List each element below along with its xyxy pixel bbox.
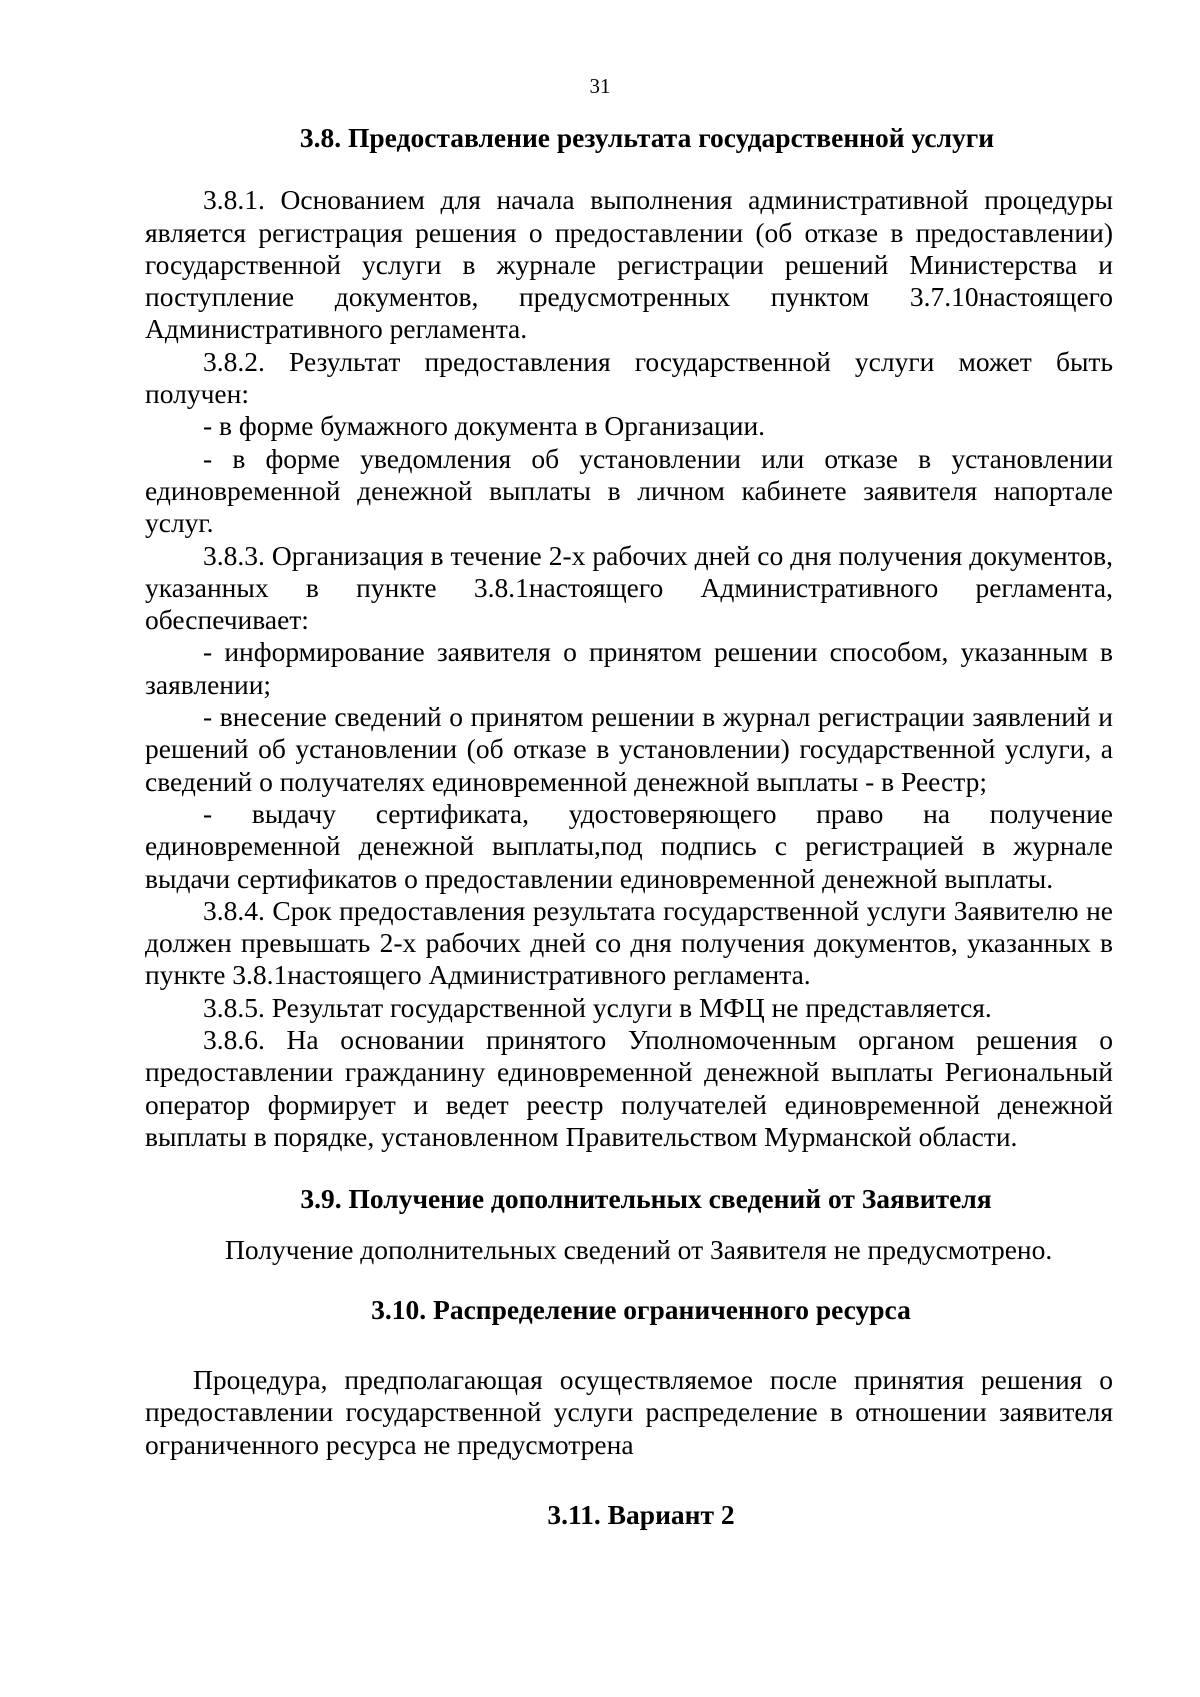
list-item-informing: - информирование заявителя о принятом решении способом, указанным в заявлении; xyxy=(145,636,1113,700)
list-item-certificate: - выдачу сертификата, удостоверяющего право на получение единовременной денежной выплаты,под подпись с регистрацией в журнале выдачи сертификатов о предоставлении единовременной денежной выплаты. xyxy=(145,797,1113,894)
paragraph-3-9: Получение дополнительных сведений от Заявителя не предусмотрено. xyxy=(225,1233,1053,1265)
paragraph-3-8-1: 3.8.1. Основанием для начала выполнения административной процедуры является регистрация решения о предоставлении (об отказе в предоставлении) государственной услуги в журнале регистрации решений Министерства и поступление документов, предусмотренных пунктом 3.7.10настоящего Административного регламента. xyxy=(145,184,1113,345)
paragraph-3-8-2: 3.8.2. Результат предоставления государственной услуги может быть получен: xyxy=(145,345,1113,410)
paragraph-3-8-5: 3.8.5. Результат государственной услуги в МФЦ не представляется. xyxy=(203,991,992,1023)
paragraph-3-8-3: 3.8.3. Организация в течение 2-х рабочих дней со дня получения документов, указанных в пункте 3.8.1настоящего Административного регламента, обеспечивает: xyxy=(145,539,1113,636)
list-item-notification: - в форме уведомления об установлении или отказе в установлении единовременной денежной выплаты в личном кабинете заявителя напортале услуг. xyxy=(145,442,1113,539)
paragraph-3-8-6: 3.8.6. На основании принятого Уполномоченным органом решения о предоставлении гражданину единовременной денежной выплаты Региональный оператор формирует и ведет реестр получателей единовременной денежной выплаты в порядке, установленном Правительством Мурманской области. xyxy=(145,1024,1113,1152)
section-heading-3-9: 3.9. Получение дополнительных сведений от Заявителя xyxy=(300,1183,992,1215)
paragraph-3-10: Процедура, предполагающая осуществляемое после принятия решения о предоставлении государственной услуги распределение в отношении заявителя ограниченного ресурса не предусмотрена xyxy=(145,1364,1113,1460)
document-body xyxy=(145,122,1113,1531)
list-item-paper-document: - в форме бумажного документа в Организации. xyxy=(203,410,766,442)
page-number: 31 xyxy=(589,74,611,98)
paragraph-3-8-4: 3.8.4. Срок предоставления результата государственной услуги Заявителю не должен превышать 2-х рабочих дней со дня получения документов, указанных в пункте 3.8.1настоящего Административного регламента. xyxy=(145,894,1113,991)
list-item-register-entry: - внесение сведений о принятом решении в журнал регистрации заявлений и решений об установлении (об отказе в установлении) государственной услуги, а сведений о получателях единовременной денежной выплаты - в Реестр; xyxy=(145,701,1113,797)
section-heading-3-10: 3.10. Распределение ограниченного ресурса xyxy=(371,1293,911,1325)
section-heading-3-8: 3.8. Предоставление результата государственной услуги xyxy=(299,122,995,153)
section-heading-3-11: 3.11. Вариант 2 xyxy=(547,1498,735,1530)
